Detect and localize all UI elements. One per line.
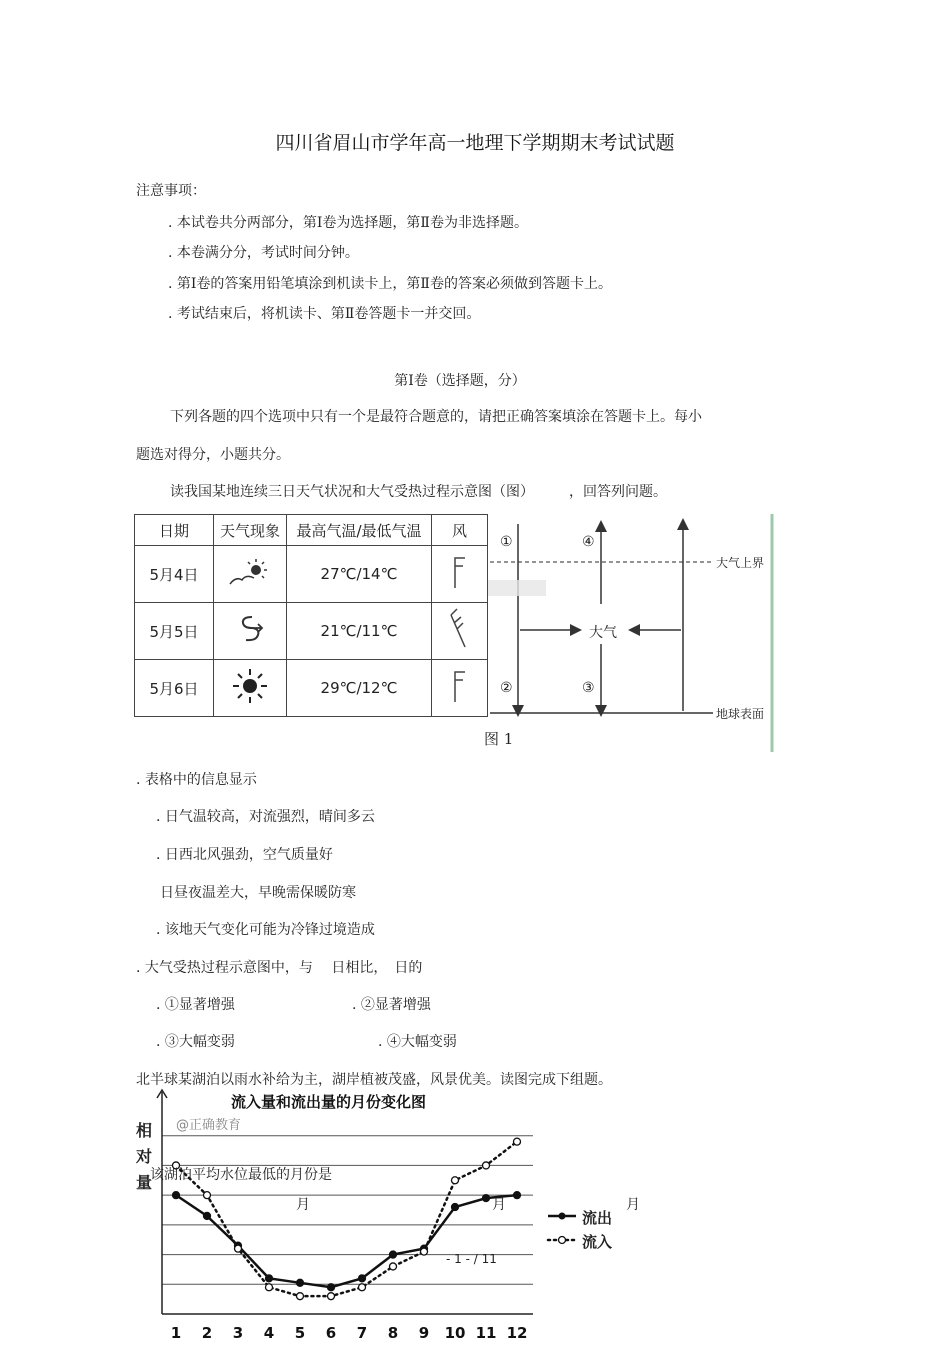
answer-blank-3: 月: [626, 1197, 640, 1213]
flow-chart: [130, 1088, 630, 1345]
question-stem: 该湖泊平均水位最低的月份是: [150, 1167, 332, 1183]
heating-diagram: [488, 514, 774, 752]
section-heading: 第Ⅰ卷（选择题，分）: [394, 373, 526, 389]
question-stem: . 大气受热过程示意图中，与 日相比， 日的: [136, 960, 423, 976]
option-b: . ②显著增强: [352, 997, 431, 1013]
option-a: . ①显著增强: [156, 997, 235, 1013]
cell-weather: [214, 660, 287, 717]
notice-item: . 考试结束后，将机读卡、第Ⅱ卷答题卡一并交回。: [168, 306, 481, 322]
inflow-point: [266, 1284, 273, 1291]
option-a: . 日气温较高，对流强烈，晴间多云: [156, 809, 375, 825]
outflow-point: [173, 1192, 180, 1199]
inflow-point: [204, 1192, 211, 1199]
x-tick-label: 8: [387, 1324, 399, 1342]
header-date: 日期: [135, 515, 214, 546]
x-tick-label: 7: [356, 1324, 368, 1342]
cell-temp: 21℃/11℃: [287, 603, 432, 660]
option-d: . ④大幅变弱: [378, 1034, 457, 1050]
atmosphere-label: 大气: [589, 625, 617, 641]
wind-barb-icon: [445, 552, 475, 592]
table-row: [135, 660, 488, 717]
legend-inflow-label: 流入: [582, 1233, 613, 1251]
inflow-point: [328, 1293, 335, 1300]
outflow-point: [328, 1284, 335, 1291]
instruction-line: 题选对得分，小题共分。: [136, 447, 290, 463]
legend-outflow-label: 流出: [582, 1209, 613, 1227]
wind-barb-strong-icon: [443, 607, 477, 651]
outflow-point: [514, 1192, 521, 1199]
read-prompt: 读我国某地连续三日天气状况和大气受热过程示意图（图） ，回答列问题。: [170, 484, 667, 500]
cell-weather: [214, 603, 287, 660]
outflow-point: [452, 1204, 459, 1211]
chart-title: 流入量和流出量的月份变化图: [231, 1093, 427, 1111]
outflow-point: [266, 1275, 273, 1282]
answer-blank-2: 月: [492, 1197, 506, 1213]
inflow-point: [483, 1162, 490, 1169]
outflow-point: [297, 1279, 304, 1286]
inflow-point: [514, 1138, 521, 1145]
cell-wind: [432, 546, 488, 603]
ground-label: 地球表面: [716, 707, 765, 721]
outflow-series-line: [176, 1195, 517, 1287]
x-tick-label: 9: [418, 1324, 430, 1342]
x-tick-label: 1: [170, 1324, 182, 1342]
y-axis-label: 相对量: [136, 1121, 153, 1192]
blurred-patch: [488, 580, 546, 596]
inflow-point: [390, 1263, 397, 1270]
x-tick-label: 2: [201, 1324, 213, 1342]
x-tick-label: 12: [506, 1324, 528, 1342]
header-wind: 风: [432, 515, 488, 546]
cell-weather: [214, 546, 287, 603]
option-c: . ③大幅变弱: [156, 1034, 235, 1050]
legend-outflow-marker: [559, 1213, 566, 1220]
notice-item: . 第Ⅰ卷的答案用铅笔填涂到机读卡上，第Ⅱ卷的答案必须做到答题卡上。: [168, 276, 612, 292]
notice-item: . 本卷满分分，考试时间分钟。: [168, 245, 359, 261]
instruction-line: 下列各题的四个选项中只有一个是最符合题意的，请把正确答案填涂在答题卡上。每小: [170, 409, 702, 425]
inflow-point: [297, 1293, 304, 1300]
marker-2: ②: [500, 680, 513, 696]
figure-caption: 图 1: [484, 730, 514, 748]
marker-3: ③: [582, 680, 595, 696]
question-stem: . 表格中的信息显示: [136, 772, 257, 788]
weather-table: [134, 514, 488, 717]
wind-barb-icon: [445, 666, 475, 706]
chart-watermark: @正确教育: [176, 1118, 242, 1133]
outflow-point: [483, 1195, 490, 1202]
table-row: [135, 603, 488, 660]
page-number: - 1 - / 11: [446, 1252, 497, 1266]
cell-temp: 27℃/14℃: [287, 546, 432, 603]
x-tick-label: 3: [232, 1324, 244, 1342]
x-tick-label: 10: [444, 1324, 466, 1342]
option-c: 日昼夜温差大，早晚需保暖防寒: [160, 885, 356, 901]
cell-wind: [432, 660, 488, 717]
option-b: . 日西北风强劲，空气质量好: [156, 847, 333, 863]
notice-heading: 注意事项：: [136, 183, 206, 199]
outflow-point: [390, 1251, 397, 1258]
cell-date: 5月6日: [135, 660, 214, 717]
x-tick-label: 6: [325, 1324, 337, 1342]
x-tick-label: 5: [294, 1324, 306, 1342]
sandstorm-icon: [230, 611, 270, 647]
legend-inflow-marker: [559, 1237, 566, 1244]
inflow-point: [235, 1245, 242, 1252]
marker-4: ④: [582, 534, 595, 550]
header-temp: 最高气温/最低气温: [287, 515, 432, 546]
answer-blank-1: 月: [296, 1197, 310, 1213]
inflow-point: [421, 1248, 428, 1255]
page-title: 四川省眉山市学年高一地理下学期期末考试试题: [275, 132, 675, 154]
atmosphere-top-label: 大气上界: [716, 556, 765, 570]
marker-1: ①: [500, 534, 513, 550]
notice-item: . 本试卷共分两部分，第Ⅰ卷为选择题，第Ⅱ卷为非选择题。: [168, 215, 528, 231]
cell-date: 5月5日: [135, 603, 214, 660]
inflow-point: [359, 1284, 366, 1291]
cell-date: 5月4日: [135, 546, 214, 603]
table-row: [135, 546, 488, 603]
cell-wind: [432, 603, 488, 660]
x-tick-label: 11: [475, 1324, 497, 1342]
outflow-point: [204, 1212, 211, 1219]
x-tick-label: 4: [263, 1324, 275, 1342]
option-d: . 该地天气变化可能为冷锋过境造成: [156, 922, 375, 938]
lake-intro: 北半球某湖泊以雨水补给为主，湖岸植被茂盛，风景优美。读图完成下组题。: [136, 1072, 612, 1088]
cloudy-sun-icon: [226, 554, 274, 590]
inflow-point: [452, 1177, 459, 1184]
header-weather: 天气现象: [214, 515, 287, 546]
cell-temp: 29℃/12℃: [287, 660, 432, 717]
outflow-point: [359, 1275, 366, 1282]
table-header-row: [135, 515, 488, 546]
sunny-icon: [230, 666, 270, 706]
